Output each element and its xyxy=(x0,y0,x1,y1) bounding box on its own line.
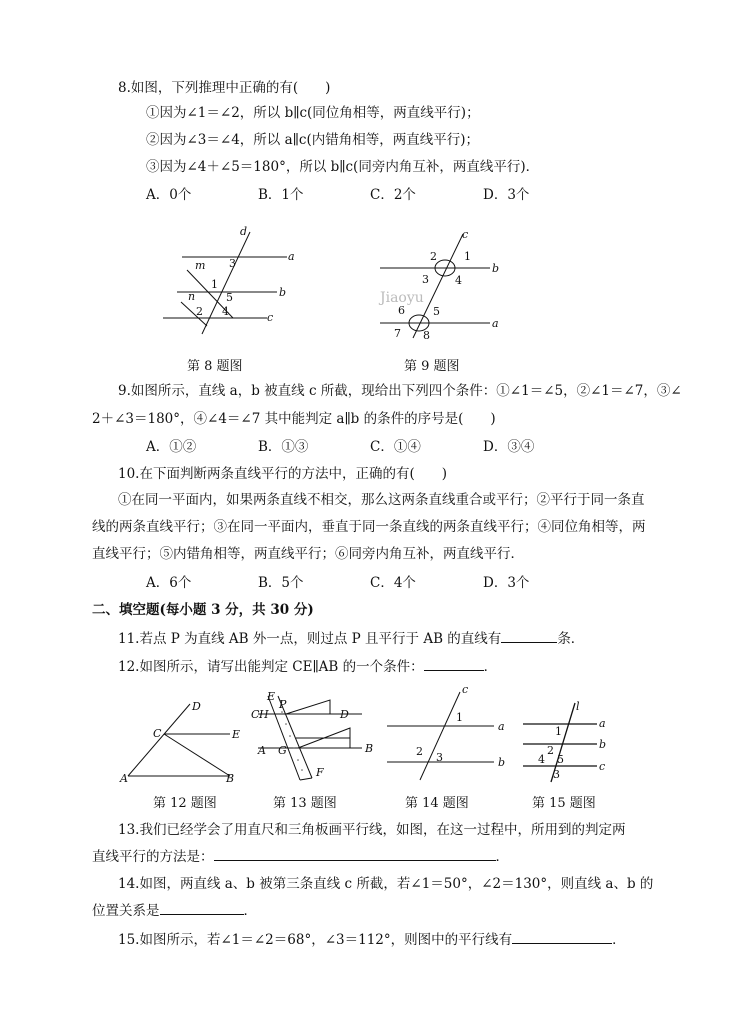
fig15-label-4: 4 xyxy=(538,753,545,766)
fig8-label-m: m xyxy=(195,259,206,272)
q10-body: ①在同一平面内，如果两条直线不相交，那么这两条直线重合或平行；②平行于同一条直线的两条直线平行；③在同一平面内，垂直于同一条直线的两条直线平行；④同位角相等，两直线平行；⑤内错角相等，两直线平行；⑥同旁内角互补，两直线平行． xyxy=(92,492,646,562)
fig13-label-A: A xyxy=(258,744,266,757)
q13-line2 xyxy=(92,846,509,866)
fig13-label-E: E xyxy=(267,690,276,703)
q15-line xyxy=(118,929,626,949)
fig8-label-b: b xyxy=(279,286,287,299)
fig13-label-F: F xyxy=(316,766,324,779)
q14-suffix: ． xyxy=(243,903,257,919)
fig9-label-1: 1 xyxy=(464,250,471,263)
fig12-label-D: D xyxy=(192,700,201,713)
fig9-caption: 第 9 题图 xyxy=(404,359,460,374)
fig8-label-5: 5 xyxy=(226,291,233,304)
q9-option-c: C．①④ xyxy=(370,439,421,455)
fig14-label-c: c xyxy=(462,683,469,696)
fig9-label-2: 2 xyxy=(430,250,437,263)
q12-answer-blank[interactable] xyxy=(424,656,484,671)
fig9-label-7: 7 xyxy=(394,327,401,340)
q12-suffix: ． xyxy=(483,659,498,675)
fig12-label-A: A xyxy=(120,772,128,785)
fig13-caption: 第 13 题图 xyxy=(273,796,337,811)
fig13-label-B: B xyxy=(365,742,374,755)
q15-answer-blank[interactable] xyxy=(512,929,612,944)
q8-option-b: B．1个 xyxy=(258,187,304,203)
q8-option-c: C．2个 xyxy=(370,187,416,203)
q11-suffix: 条． xyxy=(557,631,585,647)
q8-option-d: D．3个 xyxy=(483,187,530,203)
q9-option-b: B．①③ xyxy=(258,439,309,455)
fig12-label-E: E xyxy=(232,728,241,741)
fig12-caption: 第 12 题图 xyxy=(153,796,217,811)
q9-option-d: D．③④ xyxy=(483,439,535,455)
fig8-label-n: n xyxy=(188,290,196,303)
q14-text: 位置关系是 xyxy=(92,903,160,919)
fig8-label-4: 4 xyxy=(222,305,229,318)
fig9-label-8: 8 xyxy=(423,329,430,342)
q11-line xyxy=(118,628,584,648)
q10-option-d: D．3个 xyxy=(483,575,530,591)
fig8-label-a: a xyxy=(288,250,295,263)
q13-suffix: ． xyxy=(495,849,509,865)
fig9-label-a: a xyxy=(492,317,499,330)
fig8-label-1: 1 xyxy=(211,278,218,291)
fig14-label-1: 1 xyxy=(456,711,463,724)
q10-option-c: C．4个 xyxy=(370,575,416,591)
fig9-label-3: 3 xyxy=(422,273,429,286)
fig9-watermark: Jiaoyu xyxy=(380,290,424,306)
figure-14 xyxy=(382,684,512,784)
q9-stem-line1: 9.如图所示，直线 a，b 被直线 c 所截，现给出下列四个条件：①∠1＝∠5，②∠1＝∠7，③∠ xyxy=(118,383,682,399)
fig15-label-b: b xyxy=(599,738,607,751)
q13-line1: 13.我们已经学会了用直尺和三角板画平行线，如图，在这一过程中，所用到的判定两 xyxy=(118,822,626,838)
fig14-caption: 第 14 题图 xyxy=(405,796,469,811)
fig13-label-C: C xyxy=(251,708,260,721)
fig13-label-P: P xyxy=(279,698,287,711)
fig15-label-2: 2 xyxy=(547,744,554,757)
fig15-caption: 第 15 题图 xyxy=(532,796,596,811)
fig8-label-c: c xyxy=(267,311,274,324)
fig9-label-5: 5 xyxy=(433,305,440,318)
fig12-label-C: C xyxy=(153,727,162,740)
q9-option-a: A．①② xyxy=(146,439,197,455)
q10-stem: 10.在下面判断两条直线平行的方法中，正确的有( ) xyxy=(118,466,448,482)
fig14-label-b: b xyxy=(498,756,506,769)
q13-text: 直线平行的方法是： xyxy=(92,849,214,865)
q10-option-b: B．5个 xyxy=(258,575,304,591)
q8-statement-3: ③因为∠4＋∠5＝180°，所以 b∥c(同旁内角互补，两直线平行)． xyxy=(146,159,540,175)
fig8-label-3: 3 xyxy=(229,257,236,270)
fig9-label-4: 4 xyxy=(455,274,462,287)
q12-text: 12.如图所示，请写出能判定 CE∥AB 的一个条件： xyxy=(118,659,424,675)
q14-line1: 14.如图，两直线 a、b 被第三条直线 c 所截，若∠1＝50°，∠2＝130°，则直线 a、b 的 xyxy=(118,876,654,892)
fig13-label-G: G xyxy=(278,744,287,757)
q15-text: 15.如图所示，若∠1＝∠2＝68°，∠3＝112°，则图中的平行线有 xyxy=(118,932,513,948)
fig13-label-H: H xyxy=(259,708,269,721)
fig8-label-2: 2 xyxy=(196,305,203,318)
fig8-label-d: d xyxy=(240,225,248,238)
q11-text: 11.若点 P 为直线 AB 外一点，则过点 P 且平行于 AB 的直线有 xyxy=(118,631,502,647)
fig15-label-5: 5 xyxy=(557,753,564,766)
q14-line2 xyxy=(92,900,257,920)
section-fill-in-blank-heading: 二、填空题(每小题 3 分，共 30 分) xyxy=(92,602,314,618)
fig15-label-l: l xyxy=(576,700,580,713)
q11-answer-blank[interactable] xyxy=(501,628,557,643)
fig15-label-1: 1 xyxy=(555,725,562,738)
fig14-label-2: 2 xyxy=(416,745,423,758)
fig14-label-a: a xyxy=(498,720,505,733)
q8-option-a: A．0个 xyxy=(146,187,192,203)
figure-12 xyxy=(118,696,248,786)
fig9-label-b: b xyxy=(492,262,500,275)
q12-line xyxy=(118,656,497,676)
q9-stem-line2: 2＋∠3＝180°，④∠4＝∠7 其中能判定 a∥b 的条件的序号是( ) xyxy=(92,411,496,427)
figure-13 xyxy=(250,692,375,784)
q13-answer-blank[interactable] xyxy=(214,846,496,861)
fig12-label-B: B xyxy=(226,772,235,785)
figure-9 xyxy=(375,222,510,340)
q15-suffix: ． xyxy=(612,932,626,948)
fig9-label-6: 6 xyxy=(398,304,405,317)
fig14-label-3: 3 xyxy=(436,751,443,764)
q8-stem: 8.如图，下列推理中正确的有( ) xyxy=(118,80,331,96)
fig8-caption: 第 8 题图 xyxy=(187,359,243,374)
fig15-label-a: a xyxy=(599,717,606,730)
q10-option-a: A．6个 xyxy=(146,575,192,591)
q8-statement-2: ②因为∠3＝∠4，所以 a∥c(内错角相等，两直线平行)； xyxy=(146,132,479,148)
q14-answer-blank[interactable] xyxy=(160,900,244,915)
fig15-label-c: c xyxy=(599,760,606,773)
fig15-label-3: 3 xyxy=(553,768,560,781)
q8-statement-1: ①因为∠1＝∠2，所以 b∥c(同位角相等，两直线平行)； xyxy=(146,105,480,121)
fig13-label-D: D xyxy=(340,708,349,721)
fig9-label-c: c xyxy=(462,228,469,241)
figure-8 xyxy=(155,220,295,335)
figure-15 xyxy=(515,700,615,785)
